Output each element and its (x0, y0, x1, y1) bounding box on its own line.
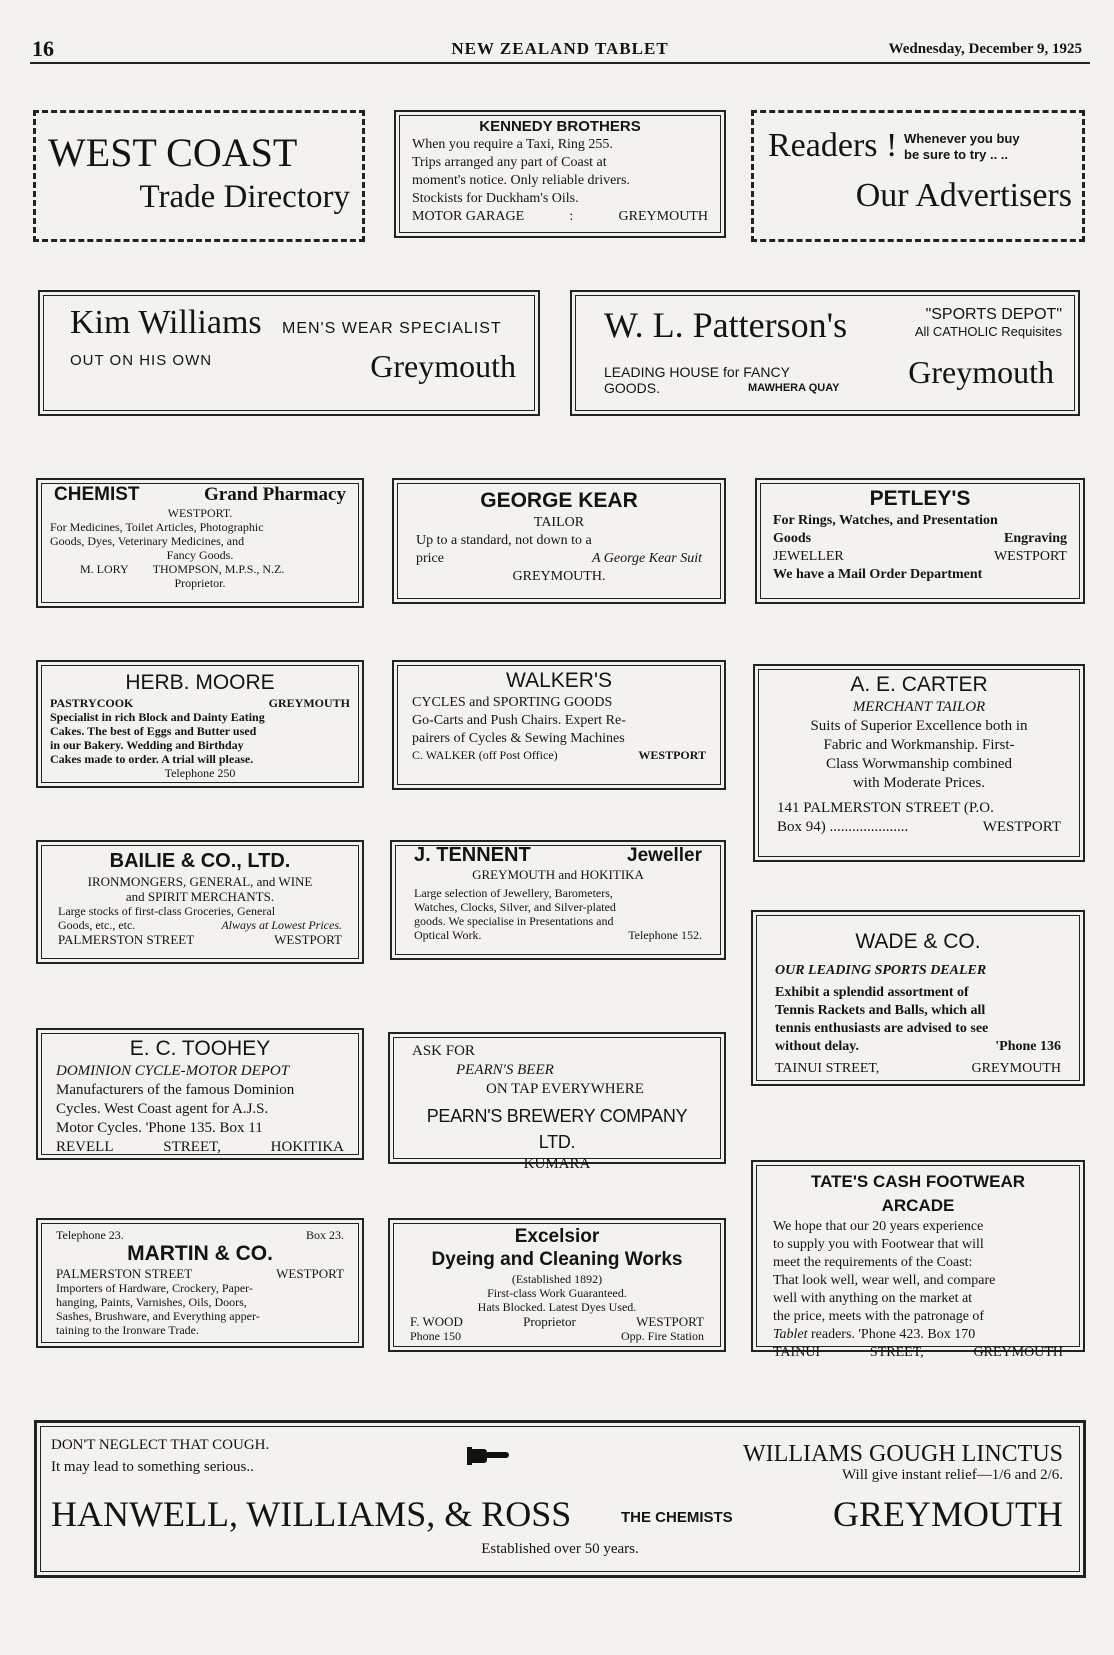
ad-line: Up to a standard, not down to a (416, 533, 592, 548)
ad-town: WESTPORT. (167, 506, 233, 520)
ad-line: REVELL (56, 1139, 114, 1155)
ad-line: pairers of Cycles & Sewing Machines (412, 731, 625, 746)
ad-town: GREYMOUTH (268, 696, 350, 710)
ad-line: Manufacturers of the famous Dominion (56, 1082, 295, 1098)
ad-line: CYCLES and SPORTING GOODS (412, 695, 613, 710)
ad-line: Importers of Hardware, Crockery, Paper- (56, 1281, 253, 1295)
ad-line: First-class Work Guaranteed. (487, 1286, 627, 1300)
ad-line: That look well, wear well, and compare (773, 1273, 996, 1288)
ad-title: Grand Pharmacy (204, 484, 346, 505)
ad-line: (Established 1892) (511, 1272, 603, 1286)
ad-line: Optical Work. (414, 928, 482, 942)
ad-title: GEORGE KEAR (480, 489, 638, 512)
ad-line: PALMERSTON STREET (56, 1266, 193, 1281)
ad-title: CHEMIST (54, 484, 140, 505)
ec-toohey-ad (36, 1028, 364, 1160)
ad-line: JEWELLER (773, 549, 844, 564)
ad-title: BAILIE & CO., LTD. (109, 850, 291, 872)
ad-line: It may lead to something serious.. (51, 1459, 254, 1475)
our-advertisers-heading: Our Advertisers (855, 177, 1072, 214)
chemist-ad (36, 478, 364, 608)
ad-title: E. C. TOOHEY (129, 1037, 271, 1060)
walkers-ad (392, 660, 726, 790)
ad-title: Jeweller (627, 845, 702, 866)
ad-town: HOKITIKA (270, 1139, 344, 1155)
ad-line: GOODS. (604, 380, 661, 396)
ad-line: Will give instant relief—1/6 and 2/6. (841, 1467, 1063, 1483)
ad-line: Box 94) ..................... (777, 819, 909, 835)
page-header (30, 36, 1090, 64)
ad-line: Large selection of Jewellery, Barometers, (414, 886, 613, 900)
ad-line: Exhibit a splendid assortment of (775, 985, 969, 1000)
ad-line: readers. 'Phone 423. Box 170 (811, 1327, 976, 1342)
ad-line: TAINUI (773, 1345, 821, 1360)
ad-title: W. L. Patterson's (604, 305, 848, 345)
hanwell-williams-ross-ad (34, 1420, 1086, 1578)
ad-line: Proprietor (523, 1314, 576, 1329)
ad-line: OUT ON HIS OWN (70, 352, 213, 369)
bailie-ad (36, 840, 364, 964)
ad-line: taining to the Ironware Trade. (56, 1323, 199, 1337)
ad-line: STREET, (869, 1345, 924, 1360)
ad-line: Suits of Superior Excellence both in (810, 718, 1028, 734)
kennedy-brothers-ad (394, 110, 726, 238)
ad-town: GREYMOUTH (833, 1494, 1063, 1534)
ae-carter-ad (753, 664, 1085, 862)
ad-line: DOMINION CYCLE-MOTOR DEPOT (56, 1063, 290, 1079)
ad-line: We have a Mail Order Department (773, 567, 983, 582)
issue-date: Wednesday, December 9, 1925 (888, 41, 1082, 57)
readers-ad (751, 110, 1085, 242)
george-kear-ad (392, 478, 726, 604)
ad-line: OUR LEADING SPORTS DEALER (775, 963, 987, 978)
ad-line: F. WOOD (410, 1314, 463, 1329)
ad-line: to supply you with Footwear that will (773, 1237, 984, 1252)
pearns-brewery-ad (388, 1032, 726, 1172)
ad-line: MAWHERA QUAY (748, 382, 840, 394)
ad-line: Whenever you buy (904, 131, 1020, 146)
ad-line: Stockists for Duckham's Oils. (412, 191, 579, 206)
ad-line: goods. We specialise in Presentations and (414, 914, 614, 928)
ad-line: IRONMONGERS, GENERAL, and WINE (87, 874, 313, 889)
ad-line: Sashes, Brushware, and Everything apper- (56, 1309, 260, 1323)
ad-line: Cakes. The best of Eggs and Butter used (50, 724, 257, 738)
ad-title: PETLEY'S (869, 487, 971, 510)
ad-line: in our Bakery. Wedding and Birthday (50, 738, 244, 752)
ad-line: meet the requirements of the Coast: (773, 1255, 973, 1270)
ad-title: A. E. CARTER (850, 673, 988, 696)
ad-title: Dyeing and Cleaning Works (431, 1249, 683, 1270)
ad-line: STREET, (163, 1139, 221, 1155)
ad-line: Telephone 152. (628, 928, 702, 942)
west-coast-ad (33, 110, 365, 242)
wade-co-ad (751, 910, 1085, 1086)
ad-line: Telephone 250 (164, 766, 236, 780)
ad-line: Always at Lowest Prices. (221, 918, 342, 932)
ad-line: moment's notice. Only reliable drivers. (412, 173, 630, 188)
separator: : (569, 209, 574, 224)
patterson-ad (570, 290, 1080, 416)
ad-title: WALKER'S (506, 669, 612, 692)
ad-line: THOMPSON, M.P.S., N.Z. (152, 562, 285, 576)
ad-line: All CATHOLIC Requisites (914, 324, 1062, 339)
ad-town: GREYMOUTH. (512, 569, 606, 584)
ad-line: Large stocks of first-class Groceries, General (58, 904, 276, 918)
ad-line: Class Worwmanship combined (826, 756, 1012, 772)
ad-line: without delay. (775, 1039, 860, 1054)
ad-line: A George Kear Suit (591, 551, 702, 566)
excelsior-ad (388, 1218, 726, 1352)
kim-williams-ad (38, 290, 540, 416)
west-coast-heading: WEST COAST (48, 130, 298, 175)
ad-line: C. WALKER (off Post Office) (412, 748, 558, 762)
ad-line: ON TAP EVERYWHERE (486, 1081, 644, 1097)
j-tennent-ad (390, 840, 726, 960)
ad-line: Engraving (1003, 531, 1067, 546)
ad-line: TAINUI STREET, (775, 1061, 880, 1076)
ad-title: HERB. MOORE (125, 671, 275, 694)
ad-line: Trips arranged any part of Coast at (412, 155, 607, 170)
ad-line: Tennis Rackets and Balls, which all (775, 1003, 986, 1018)
ad-line: 'Phone 136 (995, 1039, 1061, 1054)
ad-line: Established over 50 years. (481, 1541, 639, 1557)
ad-line: hanging, Paints, Varnishes, Oils, Doors, (56, 1295, 247, 1309)
ad-line: Fabric and Workmanship. First- (823, 737, 1015, 753)
ad-line: Tablet (773, 1327, 808, 1342)
ad-line: LEADING HOUSE for FANCY (604, 364, 790, 380)
ad-town: GREYMOUTH (971, 1061, 1061, 1076)
ad-title: Excelsior (514, 1226, 600, 1247)
ad-title: HANWELL, WILLIAMS, & ROSS (51, 1494, 572, 1534)
ad-title: Kim Williams (70, 304, 262, 341)
page-number: 16 (32, 36, 54, 61)
ad-town: GREYMOUTH (973, 1345, 1063, 1360)
ad-line: Opp. Fire Station (621, 1329, 704, 1343)
ad-line: PEARN'S BEER (456, 1062, 554, 1078)
ad-line: price (416, 551, 444, 566)
ad-town: WESTPORT (636, 1314, 704, 1329)
ad-line: ASK FOR (412, 1043, 475, 1059)
ad-line: 141 PALMERSTON STREET (P.O. (777, 800, 994, 816)
ad-title: WILLIAMS GOUGH LINCTUS (743, 1441, 1063, 1467)
ad-line: Specialist in rich Block and Dainty Eating (50, 710, 265, 724)
tates-footwear-ad (751, 1160, 1085, 1360)
ad-title: WADE & CO. (855, 930, 981, 953)
ad-line: Box 23. (305, 1228, 344, 1242)
ad-title: MARTIN & CO. (127, 1242, 273, 1265)
ad-town: KUMARA (523, 1156, 591, 1172)
ad-line: Cycles. West Coast agent for A.J.S. (56, 1101, 269, 1117)
ad-town: Greymouth (908, 354, 1054, 390)
petleys-ad (755, 478, 1085, 604)
ad-line: Go-Carts and Push Chairs. Expert Re- (412, 713, 626, 728)
ad-line: the price, meets with the patronage of (773, 1309, 985, 1324)
ad-town: Greymouth (370, 348, 516, 384)
ad-town: WESTPORT (638, 748, 706, 762)
ad-line: be sure to try .. .. (904, 147, 1009, 162)
publication-title: NEW ZEALAND TABLET (451, 39, 669, 58)
trade-directory-heading: Trade Directory (139, 179, 350, 215)
ad-line: MOTOR GARAGE (412, 209, 525, 224)
ad-title: PEARN'S BREWERY COMPANY LTD. (426, 1106, 688, 1152)
ad-town: GREYMOUTH (618, 209, 708, 224)
ad-town: WESTPORT (982, 819, 1061, 835)
ad-line: Goods, Dyes, Veterinary Medicines, and (50, 534, 245, 548)
ad-line: and SPIRIT MERCHANTS. (125, 889, 275, 904)
herb-moore-ad (36, 660, 364, 788)
ad-line: PALMERSTON STREET (58, 932, 195, 947)
ad-line: For Rings, Watches, and Presentation (773, 513, 998, 528)
ad-line: Hats Blocked. Latest Dyes Used. (477, 1300, 637, 1314)
ad-line: THE CHEMISTS (621, 1509, 733, 1526)
ad-line: "SPORTS DEPOT" (925, 306, 1062, 323)
ad-title: KENNEDY BROTHERS (479, 118, 641, 135)
ad-line: with Moderate Prices. (852, 775, 986, 791)
pointing-hand-icon (465, 1445, 513, 1467)
ad-line: PASTRYCOOK (50, 696, 134, 710)
ad-line: TAILOR (533, 515, 585, 530)
ad-line: For Medicines, Toilet Articles, Photographic (50, 520, 264, 534)
ad-line: Goods (773, 531, 812, 546)
ad-line: GREYMOUTH and HOKITIKA (472, 867, 644, 882)
ad-title: J. TENNENT (414, 844, 531, 866)
ad-line: well with anything on the market at (773, 1291, 973, 1306)
ad-town: WESTPORT (276, 1266, 344, 1281)
ad-line: MERCHANT TAILOR (852, 699, 986, 715)
ad-town: WESTPORT (993, 549, 1067, 564)
ad-line: Telephone 23. (56, 1228, 124, 1242)
ad-line: When you require a Taxi, Ring 255. (412, 137, 613, 152)
ad-line: DON'T NEGLECT THAT COUGH. (51, 1437, 270, 1453)
ad-line: M. LORY (80, 562, 129, 576)
ad-line: Cakes made to order. A trial will please. (50, 752, 254, 766)
readers-heading: Readers ! (768, 127, 898, 164)
ad-line: We hope that our 20 years experience (773, 1219, 984, 1234)
ad-town: WESTPORT (274, 932, 342, 947)
ad-line: Phone 150 (410, 1329, 461, 1343)
ad-line: tennis enthusiasts are advised to see (775, 1021, 989, 1036)
ad-title: TATE'S CASH FOOTWEAR ARCADE (810, 1172, 1025, 1215)
ad-line: Motor Cycles. 'Phone 135. Box 11 (56, 1120, 263, 1136)
ad-line: Fancy Goods. (166, 548, 234, 562)
martin-co-ad (36, 1218, 364, 1348)
ad-line: Watches, Clocks, Silver, and Silver-plated (414, 900, 616, 914)
ad-line: Proprietor. (174, 576, 226, 590)
ad-line: MEN'S WEAR SPECIALIST (282, 320, 502, 337)
ad-line: Goods, etc., etc. (58, 918, 136, 932)
